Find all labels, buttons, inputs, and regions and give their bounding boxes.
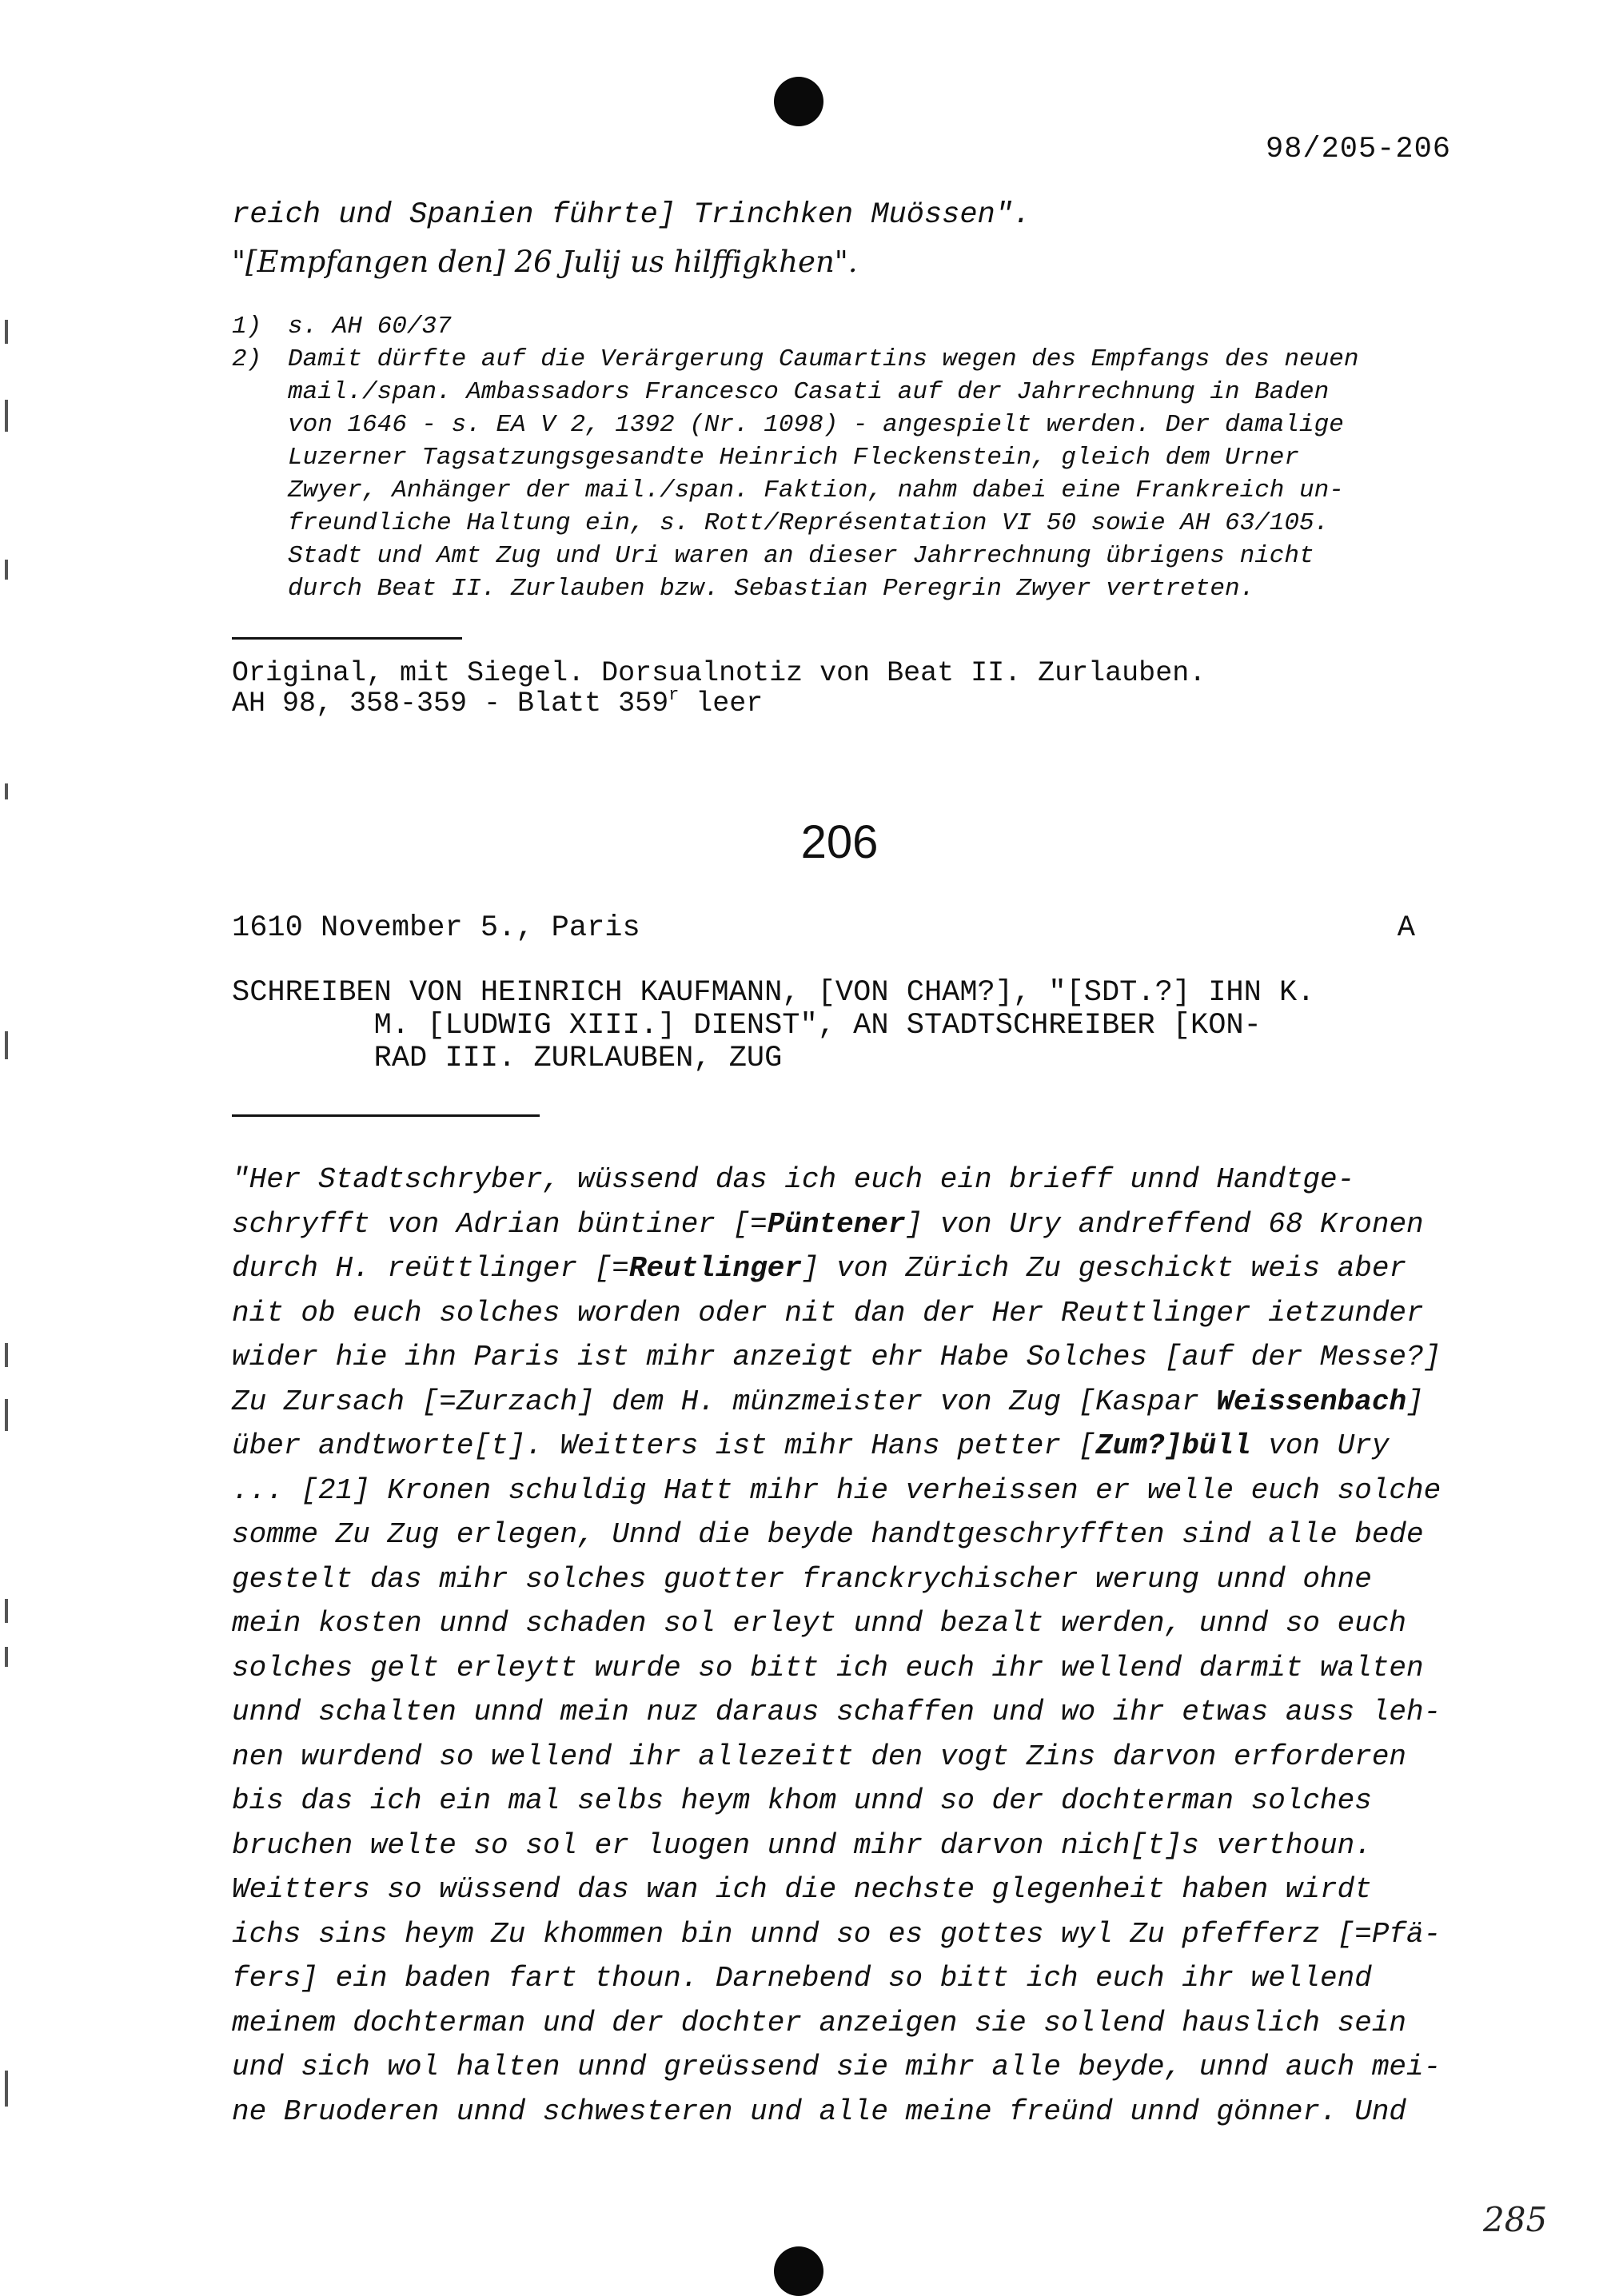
footnote-text (288, 310, 1455, 343)
heading-line: RAD III. ZURLAUBEN, ZUG (232, 1042, 783, 1075)
letter-line: fers] ein baden fart thoun. Darnebend so bitt ich euch ihr wellend (232, 1962, 1372, 1995)
letter-line (232, 1246, 1463, 1291)
footnote-line: durch Beat II. Zurlauben bzw. Sebastian Peregrin Zwyer vertreten. (288, 575, 1255, 603)
document-date: 1610 November 5., Paris (232, 911, 640, 945)
footnote-line: s. AH 60/37 (288, 313, 452, 341)
text-span: ] (1406, 1385, 1424, 1418)
document-type-code: A (1397, 911, 1415, 945)
letter-line: ... [21] Kronen schuldig Hatt mihr hie verheissen er welle euch solche (232, 1473, 1441, 1507)
previous-text-line-2: "[Empfangen den] 26 Julij us hilffigkhen". (232, 245, 858, 279)
previous-text-line-1: reich und Spanien führte] Trinchken Muössen". (232, 198, 1031, 232)
letter-line: mein kosten unnd schaden sol erleyt unnd bezalt werden, unnd so euch (232, 1607, 1407, 1640)
letter-line: bis das ich ein mal selbs heym khom unnd so der dochterman solches (232, 1784, 1372, 1817)
source-line-2 (232, 685, 1206, 722)
source-line-1: Original, mit Siegel. Dorsualnotiz von Beat II. Zurlauben. (232, 657, 1206, 689)
footnote-line: mail./span. Ambassadors Francesco Casati auf der Jahrrechnung in Baden (288, 378, 1330, 406)
document-number: 206 (800, 816, 879, 868)
footnote-line: freundliche Haltung ein, s. Rott/Représentation VI 50 sowie AH 63/105. (288, 509, 1330, 537)
letter-line: nen wurdend so wellend ihr allezeitt den vogt Zins darvon erforderen (232, 1740, 1407, 1773)
text-span: schryfft von Adrian büntiner [= (232, 1207, 768, 1241)
letter-line: bruchen welte so sol er luogen unnd mihr darvon nich[t]s verthoun. (232, 1828, 1372, 1862)
scan-edge-marks (0, 0, 18, 2258)
heading-line: SCHREIBEN VON HEINRICH KAUFMANN, [VON CHAM?], "[SDT.?] IHN K. (232, 976, 1315, 1010)
text-span: über andtworte[t]. Weitters ist mihr Hans petter [ (232, 1429, 1096, 1462)
heading-rule (232, 1114, 540, 1117)
footnote-text (288, 343, 1455, 605)
source-ref-end: leer (679, 688, 764, 719)
letter-line: ichs sins heym Zu khommen bin unnd so es gottes wyl Zu pfefferz [=Pfä- (232, 1917, 1441, 1951)
letter-line: gestelt das mihr solches guotter franckrychischer werung unnd ohne (232, 1562, 1372, 1596)
name-emphasis: Püntener (767, 1207, 906, 1241)
letter-line: somme Zu Zug erlegen, Unnd die beyde handtgeschryfften sind alle bede (232, 1518, 1424, 1551)
heading-line: M. [LUDWIG XIII.] DIENST", AN STADTSCHREIBER [KON- (232, 1009, 1262, 1042)
binder-hole-bottom (774, 2246, 823, 2296)
letter-line (232, 1424, 1463, 1469)
letter-line: Weitters so wüssend das wan ich die nechste glegenheit haben wirdt (232, 1873, 1372, 1906)
separator-rule (232, 637, 462, 640)
footnote-number: 1) (232, 313, 262, 341)
name-emphasis: Weissenbach (1216, 1385, 1407, 1418)
letter-line: und sich wol halten unnd greüssend sie mihr alle beyde, unnd auch mei- (232, 2051, 1441, 2083)
text-span: Zu Zursach [=Zurzach] dem H. münzmeister von Zug [Kaspar (232, 1385, 1217, 1418)
page-reference: 98/205-206 (1265, 133, 1451, 166)
binder-hole-top (774, 77, 823, 126)
footnote-line: Damit dürfte auf die Verärgerung Caumartins wegen des Empfangs des neuen (288, 345, 1359, 373)
text-span: ] von Ury andreffend 68 Kronen (905, 1207, 1424, 1241)
letter-line: wider hie ihn Paris ist mihr anzeigt ehr Habe Solches [auf der Messe?] (232, 1341, 1441, 1373)
footnote-2 (232, 343, 1455, 605)
source-note (232, 658, 1206, 722)
footnote-line: Luzerner Tagsatzungsgesandte Heinrich Fleckenstein, gleich dem Urner (288, 444, 1300, 472)
footnote-1 (232, 310, 1455, 343)
letter-line: solches gelt erleytt wurde so bitt ich euch ihr wellend darmit walten (232, 1651, 1424, 1684)
letter-line (232, 1380, 1463, 1425)
letter-line: ne Bruoderen unnd schwesteren und alle meine freünd unnd gönner. Und (232, 2095, 1407, 2128)
footnote-line: Zwyer, Anhänger der mail./span. Faktion, nahm dabei eine Frankreich un- (288, 476, 1344, 504)
folio-side: r (668, 685, 680, 705)
name-emphasis: Reutlinger (628, 1252, 802, 1285)
letter-transcription (232, 1158, 1463, 2134)
text-span: ] von Zürich Zu geschickt weis aber (801, 1252, 1407, 1285)
source-ref: AH 98, 358-359 - Blatt 359 (232, 688, 669, 719)
footnote-line: Stadt und Amt Zug und Uri waren an dieser Jahrrechnung übrigens nicht (288, 542, 1314, 570)
footnotes (232, 310, 1455, 605)
text-span: von Ury (1250, 1429, 1390, 1462)
handwritten-page-number: 285 (1483, 2200, 1548, 2239)
footnote-number: 2) (232, 345, 262, 373)
date-line (232, 911, 1415, 945)
footnote-line: von 1646 - s. EA V 2, 1392 (Nr. 1098) - angespielt werden. Der damalige (288, 411, 1344, 439)
letter-line: unnd schalten unnd mein nuz daraus schaffen und wo ihr etwas auss leh- (232, 1696, 1441, 1728)
document-heading (232, 977, 1455, 1075)
letter-line: meinem dochterman und der dochter anzeigen sie sollend hauslich sein (232, 2006, 1407, 2039)
text-span: durch H. reüttlinger [= (232, 1252, 629, 1285)
letter-line: nit ob euch solches worden oder nit dan der Her Reuttlinger ietzunder (232, 1296, 1424, 1329)
letter-line: "Her Stadtschryber, wüssend das ich euch ein brieff unnd Handtge- (232, 1163, 1355, 1196)
letter-line (232, 1202, 1463, 1247)
name-emphasis: Zum?]büll (1095, 1429, 1251, 1462)
